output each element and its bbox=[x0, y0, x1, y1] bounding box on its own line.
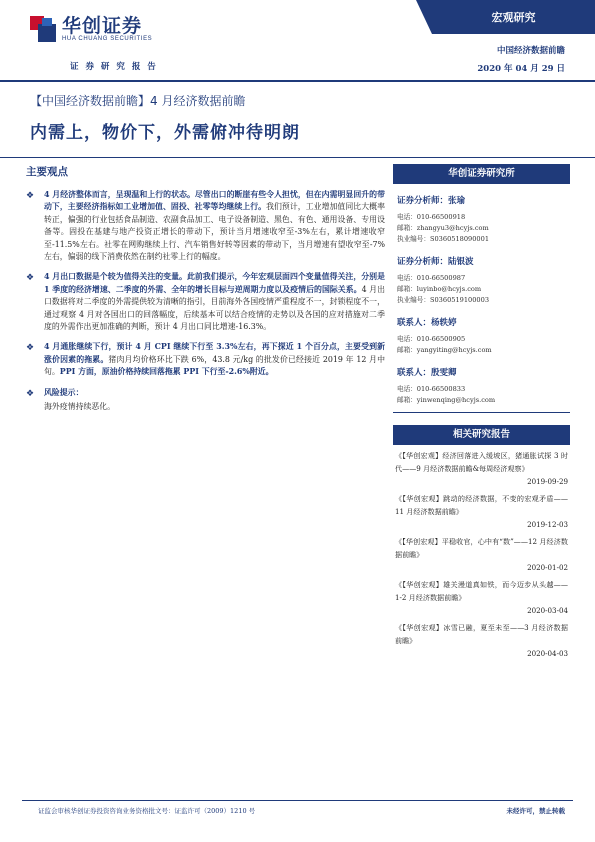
analyst-role: 证券分析师： bbox=[397, 257, 449, 267]
related-report-date: 2020-04-03 bbox=[527, 649, 568, 658]
related-report-date: 2019-09-29 bbox=[527, 477, 568, 486]
contact-phone: 电话：010-66500905 bbox=[397, 335, 466, 343]
contact-name: 殷雯卿 bbox=[431, 368, 457, 378]
analyst-name: 陆银波 bbox=[448, 257, 474, 267]
analyst-phone: 电话：010-66500987 bbox=[397, 274, 466, 282]
analyst-email[interactable]: 邮箱：luyinbo@hcyjs.com bbox=[397, 285, 482, 293]
copyright-notice: 未经许可，禁止转载 bbox=[506, 807, 565, 815]
main-point-2-bold: 4 月出口数据是个较为值得关注的变量。此前我们提示，今年宏观层面四个变量值得关注，分别是 1 季度的经济增速、二季度的外需、全年的增长目标与逆周期力度以及疫情后的国际关系。 bbox=[44, 272, 385, 294]
report-type-label: 证 券 研 究 报 告 bbox=[70, 62, 158, 72]
related-report-date: 2020-01-02 bbox=[527, 563, 568, 572]
related-report-link[interactable]: 《【华创宏观】雄关漫道真如铁，而今迈步从头越——1-2 月经济数据前瞻》 bbox=[395, 580, 568, 602]
contact-role: 联系人： bbox=[397, 368, 432, 378]
contact-email[interactable]: 邮箱：yinwenqing@hcyjs.com bbox=[397, 396, 496, 404]
analyst-cert: 执业编号：S0360519100003 bbox=[397, 296, 490, 304]
related-report-link[interactable]: 《【华创宏观】冰雪已融，夏至未至——3 月经济数据前瞻》 bbox=[395, 623, 568, 645]
contact-role: 联系人： bbox=[397, 318, 432, 328]
related-report-link[interactable]: 《【华创宏观】平稳收官，心中有“数”——12 月经济数据前瞻》 bbox=[395, 537, 568, 559]
series-name: 中国经济数据前瞻 bbox=[496, 46, 565, 56]
analyst-name: 张瑜 bbox=[448, 196, 466, 206]
main-point-1-bold: 4 月经济整体而言，呈现温和上行的状态。尽管出口的断崖有些令人担忧，但在内需明显回升的带动下，主要经济指标如工业增加值、固投、社零等均继续上行。 bbox=[44, 190, 385, 212]
contact-phone: 电话：010-66500833 bbox=[397, 385, 466, 393]
company-logo bbox=[30, 16, 152, 42]
main-point-3-text: 猪肉月均价格环比下跌 6%，43.8 元/kg 的批发价已经接近 2019 年 12 月中旬。 bbox=[44, 354, 385, 377]
related-reports-heading: 相关研究报告 bbox=[393, 425, 570, 445]
main-point-1 bbox=[22, 189, 385, 263]
footer-divider bbox=[22, 800, 573, 801]
related-report-link[interactable]: 《【华创宏观】跳动的经济数据，不变的宏观矛盾——11 月经济数据前瞻》 bbox=[395, 494, 568, 516]
main-point-2 bbox=[22, 271, 385, 333]
contact-email[interactable]: 邮箱：yangyiting@hcyjs.com bbox=[397, 346, 492, 354]
contact-card bbox=[393, 316, 570, 356]
related-report-link[interactable]: 《【华创宏观】经济回落进入缓坡区，猪通胀试探 3 时代——9 月经济数据前瞻&每周经济观察》 bbox=[395, 451, 568, 473]
logo-icon bbox=[30, 16, 56, 42]
related-report-date: 2019-12-03 bbox=[527, 520, 568, 529]
analyst-cert: 执业编号：S0360518090001 bbox=[397, 235, 490, 243]
risk-heading: 风险提示： bbox=[44, 387, 84, 397]
category-tag bbox=[432, 0, 595, 34]
main-points-heading: 主要观点 bbox=[26, 166, 68, 178]
title-divider bbox=[0, 157, 595, 158]
analyst-card bbox=[393, 194, 570, 245]
diamond-bullet-icon: ❖ bbox=[26, 191, 35, 201]
main-point-3 bbox=[22, 341, 385, 378]
main-point-1-text: 我们预计，工业增加值同比大概率转正，偏强的行业包括食品制造、农副食品加工、电子设备制造、黑色、有色、通用设备、专用设备等。固投在基建与地产投资正增长的带动下，预计当月增速收窄至-3%左右，累计增速收窄至-11.5%左右。社零在网购继续上行、汽车销售好转等因素的带动下，当月增速有望收窄至-7%左右，偏弱的线下消费依然在制约社零上行的幅度。 bbox=[44, 202, 385, 262]
risk-text: 海外疫情持续恶化。 bbox=[44, 402, 116, 412]
analyst-email[interactable]: 邮箱：zhangyu3@hcyjs.com bbox=[397, 224, 489, 232]
analyst-card bbox=[393, 255, 570, 306]
header-divider bbox=[0, 80, 595, 82]
main-point-3-bold2: PPI 方面，原油价格持续回落拖累 PPI 下行至-2.6%附近。 bbox=[59, 367, 274, 377]
sidebar-divider bbox=[393, 412, 570, 413]
report-title: 内需上，物价下，外需俯冲待明朗 bbox=[30, 123, 300, 143]
sidebar bbox=[393, 164, 570, 660]
license-statement: 证监会审核华创证券投资咨询业务资格批文号：证监许可（2009）1210 号 bbox=[38, 807, 256, 815]
diamond-bullet-icon: ❖ bbox=[26, 273, 35, 284]
diamond-bullet-icon: ❖ bbox=[26, 343, 35, 354]
main-point-2-text: 4 月出口数据将对二季度的外需提供较为清晰的指引，目前海外各国疫情严重程度不一，封锁程度不一，通过观察 4 月对各国出口的回落幅度，后续基本可以结合疫情的走势以及各国的应对措施对二季度的外需作出更加准确的判断，预计 4 月出口同比增速-16.3%。 bbox=[44, 284, 386, 332]
category-tag-label: 宏观研究 bbox=[491, 11, 536, 24]
contact-name: 杨轶婷 bbox=[431, 318, 457, 328]
risk-heading-row bbox=[22, 387, 385, 399]
report-subtitle: 【中国经济数据前瞻】4 月经济数据前瞻 bbox=[30, 94, 246, 108]
contact-card bbox=[393, 366, 570, 406]
logo-name-en: HUA CHUANG SECURITIES bbox=[62, 36, 153, 42]
report-date: 2020 年 04 月 29 日 bbox=[477, 64, 565, 74]
analyst-phone: 电话：010-66500918 bbox=[397, 213, 466, 221]
research-team-heading: 华创证券研究所 bbox=[393, 164, 570, 184]
related-report-date: 2020-03-04 bbox=[527, 606, 568, 615]
main-point-3-bold: 4 月通胀继续下行，预计 4 月 CPI 继续下行至 3.3%左右，再下探近 1 个百分点，主要受到新涨价因素的拖累。 bbox=[44, 342, 385, 364]
analyst-role: 证券分析师： bbox=[397, 196, 449, 206]
logo-name-cn: 华创证券 bbox=[62, 15, 143, 37]
main-points-section bbox=[22, 164, 385, 414]
diamond-bullet-icon: ❖ bbox=[26, 388, 35, 399]
